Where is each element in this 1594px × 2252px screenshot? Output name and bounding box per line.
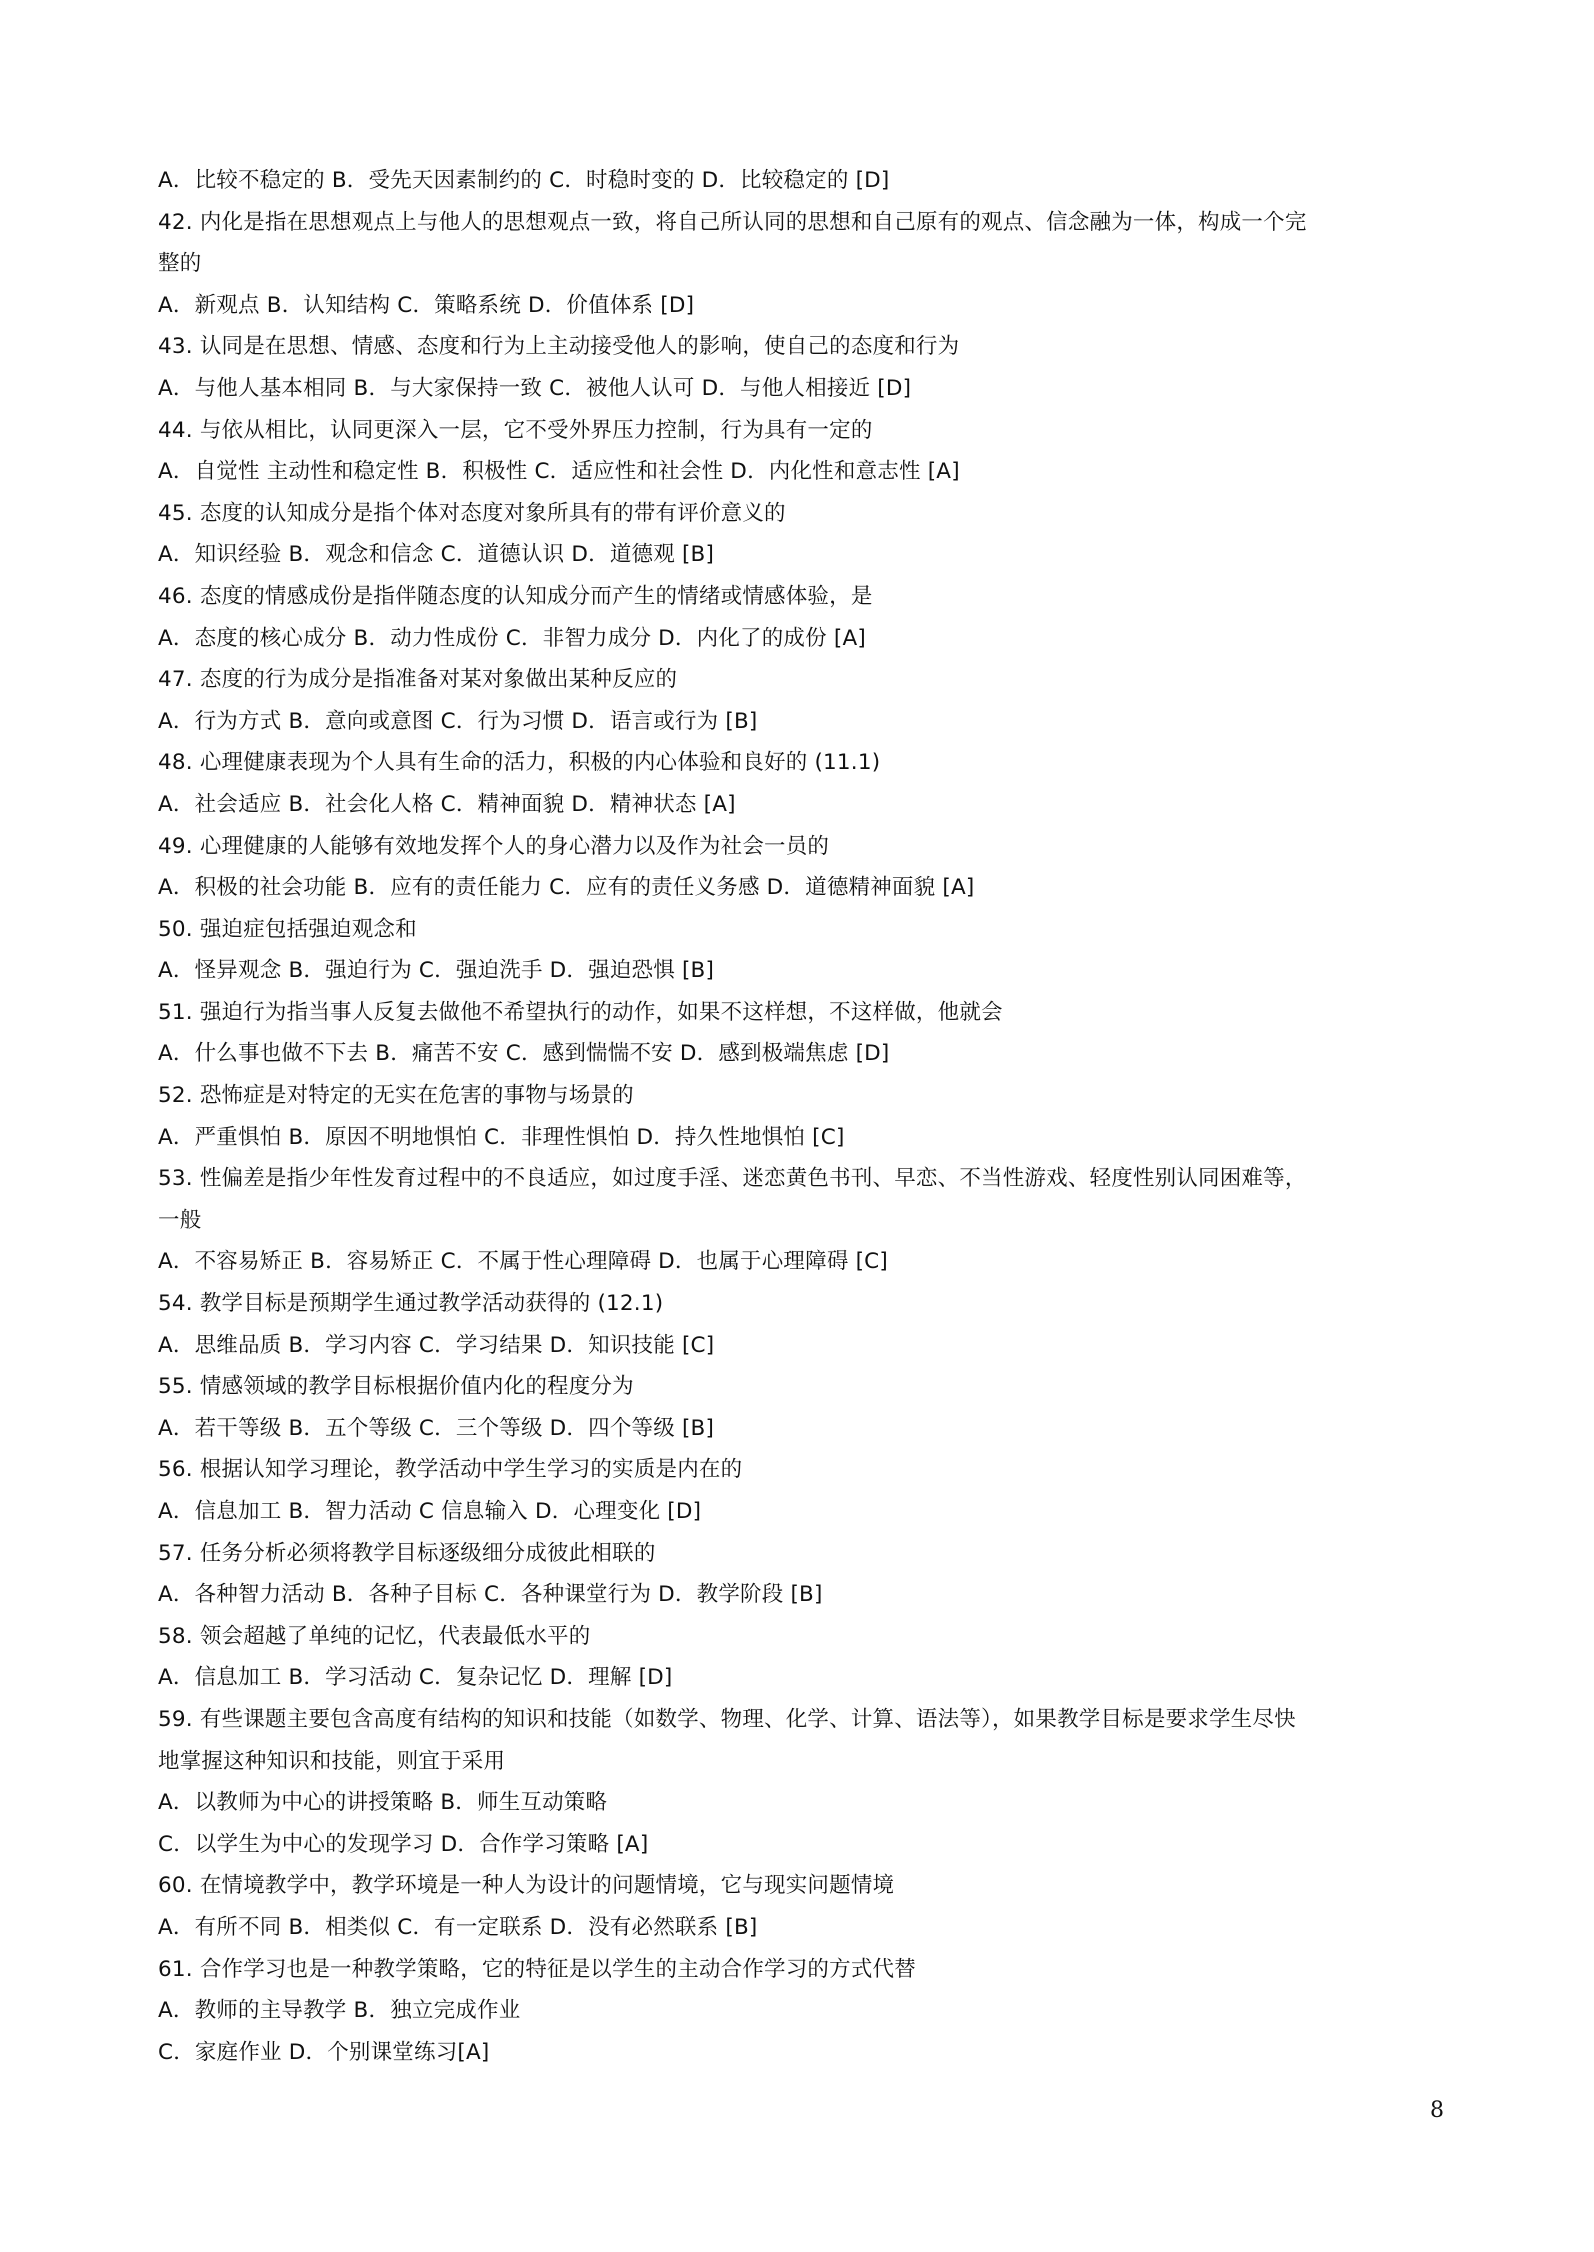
text-line: A．新观点 B．认知结构 C．策略系统 D．价值体系 [D] bbox=[158, 292, 695, 318]
text-line: A．比较不稳定的 B．受先天因素制约的 C．时稳时变的 D．比较稳定的 [D] bbox=[158, 168, 890, 193]
text-line: 57. 任务分析必须将教学目标逐级细分成彼此相联的 bbox=[158, 1540, 656, 1566]
text-line: A．知识经验 B．观念和信念 C．道德认识 D．道德观 [B] bbox=[158, 542, 715, 568]
text-line: 55. 情感领域的教学目标根据价值内化的程度分为 bbox=[158, 1374, 634, 1400]
text-line: 地掌握这种知识和技能，则宜于采用 bbox=[158, 1748, 506, 1774]
text-line: C．以学生为中心的发现学习 D．合作学习策略 [A] bbox=[158, 1831, 649, 1857]
text-line: 58. 领会超越了单纯的记忆，代表最低水平的 bbox=[158, 1623, 591, 1649]
text-line: 52. 恐怖症是对特定的无实在危害的事物与场景的 bbox=[158, 1083, 634, 1109]
text-line: A．怪异观念 B．强迫行为 C．强迫洗手 D．强迫恐惧 [B] bbox=[158, 958, 715, 984]
text-line: A．以教师为中心的讲授策略 B．师生互动策略 bbox=[158, 1790, 608, 1816]
text-line: A．行为方式 B．意向或意图 C．行为习惯 D．语言或行为 [B] bbox=[158, 708, 758, 734]
text-line: A．积极的社会功能 B．应有的责任能力 C．应有的责任义务感 D．道德精神面貌 [A] bbox=[158, 875, 975, 901]
text-line: 一般 bbox=[158, 1207, 202, 1233]
text-line: A．教师的主导教学 B．独立完成作业 bbox=[158, 1998, 521, 2024]
page-number: 8 bbox=[1430, 2098, 1444, 2123]
text-line: A．若干等级 B．五个等级 C．三个等级 D．四个等级 [B] bbox=[158, 1415, 715, 1441]
text-line: 49. 心理健康的人能够有效地发挥个人的身心潜力以及作为社会一员的 bbox=[158, 833, 830, 859]
text-line: 整的 bbox=[158, 251, 202, 277]
text-line: 59. 有些课题主要包含高度有结构的知识和技能（如数学、物理、化学、计算、语法等），如果教学目标是要求学生尽快 bbox=[158, 1706, 1296, 1732]
text-line: 46. 态度的情感成份是指伴随态度的认知成分而产生的情绪或情感体验，是 bbox=[158, 583, 873, 609]
text-line: 44. 与依从相比，认同更深入一层，它不受外界压力控制，行为具有一定的 bbox=[158, 417, 873, 443]
text-line: 51. 强迫行为指当事人反复去做他不希望执行的动作，如果不这样想，不这样做，他就会 bbox=[158, 999, 1003, 1025]
text-line: A．有所不同 B．相类似 C．有一定联系 D．没有必然联系 [B] bbox=[158, 1914, 758, 1940]
text-line: 47. 态度的行为成分是指准备对某对象做出某种反应的 bbox=[158, 667, 678, 693]
text-line: A．思维品质 B．学习内容 C．学习结果 D．知识技能 [C] bbox=[158, 1332, 715, 1358]
text-line: 48. 心理健康表现为个人具有生命的活力，积极的内心体验和良好的 (11.1) bbox=[158, 750, 881, 776]
text-line: C．家庭作业 D．个别课堂练习[A] bbox=[158, 2039, 490, 2065]
text-line: A．信息加工 B．学习活动 C．复杂记忆 D．理解 [D] bbox=[158, 1665, 673, 1691]
text-line: 45. 态度的认知成分是指个体对态度对象所具有的带有评价意义的 bbox=[158, 500, 786, 526]
document-body bbox=[158, 160, 1448, 2073]
text-line: A．什么事也做不下去 B．痛苦不安 C．感到惴惴不安 D．感到极端焦虑 [D] bbox=[158, 1041, 890, 1067]
text-line: 53. 性偏差是指少年性发育过程中的不良适应，如过度手淫、迷恋黄色书刊、早恋、不当性游戏、轻度性别认同困难等， bbox=[158, 1166, 1307, 1192]
text-line: A．严重惧怕 B．原因不明地惧怕 C．非理性惧怕 D．持久性地惧怕 [C] bbox=[158, 1124, 845, 1150]
text-line: 42. 内化是指在思想观点上与他人的思想观点一致，将自己所认同的思想和自己原有的观点、信念融为一体，构成一个完 bbox=[158, 209, 1307, 235]
text-line: A．社会适应 B．社会化人格 C．精神面貌 D．精神状态 [A] bbox=[158, 791, 736, 817]
text-line: 43. 认同是在思想、情感、态度和行为上主动接受他人的影响，使自己的态度和行为 bbox=[158, 334, 960, 360]
text-line: 61. 合作学习也是一种教学策略，它的特征是以学生的主动合作学习的方式代替 bbox=[158, 1956, 916, 1982]
text-line: A．信息加工 B．智力活动 C 信息输入 D．心理变化 [D] bbox=[158, 1499, 702, 1524]
text-line: 54. 教学目标是预期学生通过教学活动获得的 (12.1) bbox=[158, 1291, 664, 1317]
text-line: A．各种智力活动 B．各种子目标 C．各种课堂行为 D．教学阶段 [B] bbox=[158, 1582, 823, 1608]
text-line: A．与他人基本相同 B．与大家保持一致 C．被他人认可 D．与他人相接近 [D] bbox=[158, 375, 912, 401]
text-line: 56. 根据认知学习理论，教学活动中学生学习的实质是内在的 bbox=[158, 1457, 743, 1483]
text-line: 60. 在情境教学中，教学环境是一种人为设计的问题情境，它与现实问题情境 bbox=[158, 1873, 895, 1899]
text-line: A．自觉性 主动性和稳定性 B．积极性 C．适应性和社会性 D．内化性和意志性 [A] bbox=[158, 459, 960, 485]
text-line: A．态度的核心成分 B．动力性成份 C．非智力成分 D．内化了的成份 [A] bbox=[158, 625, 866, 651]
text-line: 50. 强迫症包括强迫观念和 bbox=[158, 916, 417, 942]
text-line: A．不容易矫正 B．容易矫正 C．不属于性心理障碍 D．也属于心理障碍 [C] bbox=[158, 1249, 888, 1275]
